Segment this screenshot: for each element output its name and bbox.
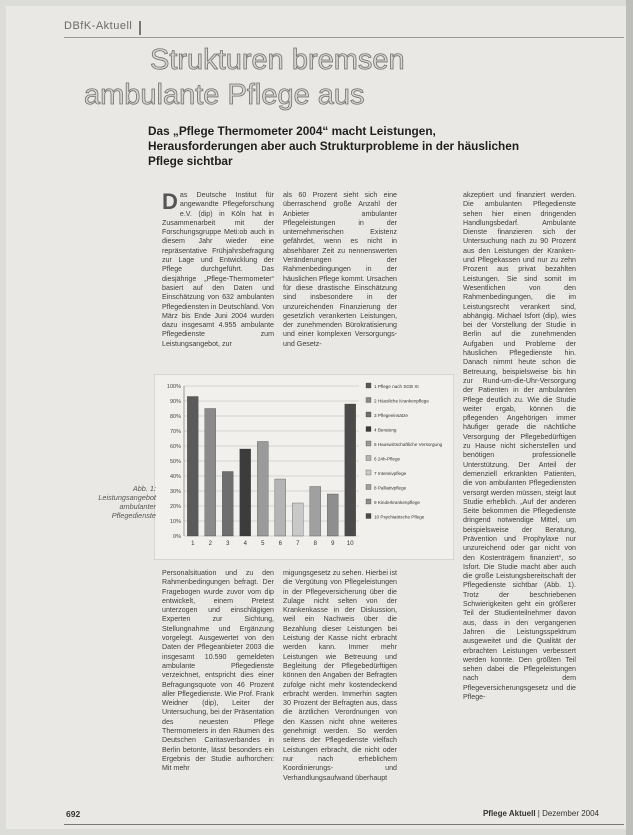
legend-label: 9 Kinderkrankenpflege — [374, 500, 420, 505]
body-column-2 — [283, 191, 397, 351]
bar-8 — [310, 487, 321, 537]
y-tick-label: 60% — [169, 444, 181, 450]
running-footer: Pflege Aktuell | Dezember 2004 — [482, 809, 599, 818]
y-tick-label: 10% — [169, 519, 181, 525]
body-text: as Deutsche Institut für angewandte Pflegeforschung e.V. (dip) in Köln hat in Zusammenarbeit mit der Forschungsgruppe Meti:ob auch in diesem Jahr wieder eine repräsentative Frühjahrsbefragung zur Lage und Entwicklung der Pflege durchgeführt. Das diesjährige „Pflege-Thermometer“ basiert auf den Daten und Einschätzung von 632 ambulanten Pflegediensten in Deutschland. Von März bis Ende Juni 2004 wurden dazu insgesamt 4.955 ambulante Pflegedienste zum Leistungsangebot, zur — [162, 191, 274, 348]
article-deck: Das „Pflege Thermometer 2004“ macht Leistungen, Herausforderungen aber auch Strukturprobleme in der häuslichen Pflege sichtbar — [148, 124, 520, 168]
legend-label: 5 Hauswirtschaftliche Versorgung — [374, 442, 443, 447]
legend-label: 3 Pflegeeinsätze — [374, 413, 408, 418]
body-column-1 — [162, 191, 274, 351]
figure-caption: Abb. 1: Leistungsangebot ambulanter Pflegedienste — [98, 484, 156, 520]
x-tick-label: 6 — [278, 541, 282, 547]
legend-swatch — [366, 412, 371, 417]
legend-swatch — [366, 398, 371, 403]
drop-cap: D — [162, 191, 178, 214]
bar-1 — [187, 397, 198, 537]
legend-swatch — [366, 514, 371, 519]
body-text: als 60 Prozent sieht sich eine überraschend große Anzahl der Anbieter ambulanter Pflegeleistungen in der unternehmerischen Existenz gefährdet, wenn es nicht in absehbarer Zeit zu nennenswerten Veränderungen der Rahmenbedingungen in der häuslichen Pflege kommt. Ursachen für diese drastische Einschätzung sind insbesondere in der unzureichenden Finanzierung der gesetzlich verankerten Leistungen, der zunehmenden Bürokratisierung und einer komplexen Versorgungs- und Gesetz- — [283, 191, 397, 348]
legend-label: 4 Beratung — [374, 427, 397, 433]
legend-swatch — [366, 427, 371, 432]
body-column-2-continued — [283, 569, 397, 819]
page-number: 692 — [66, 809, 81, 819]
journal-name: Pflege Aktuell — [482, 809, 536, 818]
legend-label: 8 Palliativpflege — [374, 485, 407, 491]
x-tick-label: 9 — [331, 541, 335, 547]
bar-9 — [327, 494, 338, 536]
y-tick-label: 70% — [169, 429, 181, 435]
x-tick-label: 8 — [313, 541, 317, 547]
y-tick-label: 0% — [173, 534, 181, 540]
x-tick-label: 10 — [346, 541, 354, 547]
headline-line-2: ambulante Pflege aus — [84, 79, 365, 111]
y-tick-label: 50% — [169, 459, 181, 465]
bar-5 — [257, 442, 268, 537]
legend-swatch — [366, 441, 371, 446]
legend-label: 7 Intensivpflege — [374, 471, 407, 476]
legend-label: 10 Psychiatrische Pflege — [374, 514, 425, 520]
legend-label: 6 24h-Pflege — [374, 456, 401, 462]
body-column-1-continued — [162, 569, 274, 819]
y-tick-label: 20% — [169, 504, 181, 510]
x-tick-label: 1 — [191, 541, 195, 547]
x-tick-label: 7 — [296, 541, 300, 547]
bar-3 — [222, 472, 233, 537]
y-tick-label: 100% — [166, 384, 181, 390]
header-rule — [64, 37, 624, 38]
legend-swatch — [366, 470, 371, 475]
section-tag-divider — [139, 21, 141, 35]
y-tick-label: 80% — [169, 414, 181, 420]
legend-swatch — [366, 499, 371, 504]
headline-line-1: Strukturen bremsen — [150, 44, 405, 76]
x-tick-label: 2 — [208, 541, 212, 547]
x-tick-label: 4 — [243, 541, 247, 547]
legend-label: 1 Pflege nach SGB XI — [374, 384, 419, 389]
y-tick-label: 30% — [169, 489, 181, 495]
legend-swatch — [366, 383, 371, 388]
y-tick-label: 40% — [169, 474, 181, 480]
x-tick-label: 5 — [261, 541, 265, 547]
bar-2 — [205, 409, 216, 537]
magazine-page — [6, 6, 627, 829]
body-text: Personalsituation und zu den Rahmenbedingungen befragt. Der Fragebogen wurde zuvor vom dip entwickelt, einem Pretest unterzogen und einschlägigen Experten zur Sichtung, Stellungnahme und Ergänzung vorgelegt. Ausgewertet von den Daten der Pflegeanbieter 2003 die insgesamt 10.590 gemeldeten ambulante Pflegedienste verzeichnet, entspricht dies einer Befragungsquote von 46 Prozent aller Pflegedienste. Wie Prof. Frank Weidner (dip), Leiter der Untersuchung, bei der Präsentation des neuesten Pflege Thermometers in den Räumen des Deutschen Caritasverbandes in Berlin betonte, lässt besonders ein Ergebnis der Studie aufhorchen: Mit mehr — [162, 569, 274, 773]
legend-label: 2 Häusliche Krankenpflege — [374, 398, 429, 404]
x-tick-label: 3 — [226, 541, 230, 547]
page-edge — [626, 0, 633, 835]
footer-rule — [64, 824, 624, 825]
y-tick-label: 90% — [169, 399, 181, 405]
bar-4 — [240, 449, 251, 536]
legend-swatch — [366, 485, 371, 490]
bar-10 — [345, 404, 356, 536]
bar-7 — [292, 503, 303, 536]
body-text: migungsgesetz zu sehen. Hierbei ist die Vergütung von Pflegeleistungen in der Pflegeversicherung über die Zulage nicht selten von der Krankenkasse in der Diskussion, weil ein Nachweis über die Bezahlung dieser Leistungen bei Leistung der Kasse nicht erbracht werden kann. Immer mehr Leistungen wie Betreuung und Begleitung der Pflegebedürftigen können den Angaben der Befragten zufolge nicht mehr kostendeckend erbracht werden. Immerhin sagten 30 Prozent der Befragten aus, dass die ärztlichen Verordnungen von den Kassen nicht ohne weiteres genehmigt werden. So werden seitens der Pflegedienste vielfach Leistungen erbracht, die nicht oder nur nach erheblichem Koordinierungs- und Verhandlungsaufwand überhaupt — [283, 569, 397, 782]
service-offer-chart — [154, 374, 454, 560]
legend-swatch — [366, 456, 371, 461]
body-text: akzeptiert und finanziert werden. Die ambulanten Pflegedienste sehen hier einen dringenden Handlungsbedarf. Ambulante Dienste finanzieren sich der Untersuchung nach zu 90 Prozent aus den Leistungen der Kranken- und Pflegekassen und nur zu zehn Prozent aus privat bezahlten Leistungen. Sie sind somit im Wesentlichen von den Rahmenbedingungen, die im Leistungsrecht verankert sind, abhängig. Michael Isfort (dip), wies bei der Vorstellung der Studie in Berlin auf die zunehmenden Aufgaben und Probleme der häuslichen Pflegedienste hin. Danach nimmt heute schon die Betreuung, beispielsweise bis hin zur Rund-um-die-Uhr-Versorgung der Patienten in der ambulanten Pflege deutlich zu. Wie die Studie weiter ergab, können die pflegenden Angehörigen immer häufiger gerade die nächtliche Versorgung der Pflegebedürftigen zu Hause nicht sicherstellen und benötigen professionelle Unterstützung. Der Anteil der demenziell erkrankten Patienten, die von ambulanten Pflegediensten versorgt werden müssen, steigt laut Studie erheblich. „Auf der anderen Seite bekommen die Pflegedienste dringend notwendige Mittel, um beispielsweise der Beratung, Prävention und Prophylaxe nur unzureichend oder gar nicht von den Kostenträgern finanziert“, so Isfort. Die Studie macht aber auch die große Leistungsbereitschaft der Pflegedienste sichtbar (Abb. 1). Trotz der beschriebenen Schwierigkeiten geht ein größerer Teil der Studienteilnehmer davon aus, dass in den vergangenen Jahren die Leistungsspektrum ausgeweitet und die Qualität der erbrachten Leistungen verbessert werden konnte. Den größten Teil sehen dabei die Pflegeleistungen nach dem Pflegeversicherungsgesetz und die Pflege- — [463, 191, 576, 702]
bar-6 — [275, 479, 286, 536]
issue-date: Dezember 2004 — [542, 809, 599, 818]
body-column-3 — [463, 191, 576, 821]
section-tag: DBfK-Aktuell — [64, 20, 133, 32]
